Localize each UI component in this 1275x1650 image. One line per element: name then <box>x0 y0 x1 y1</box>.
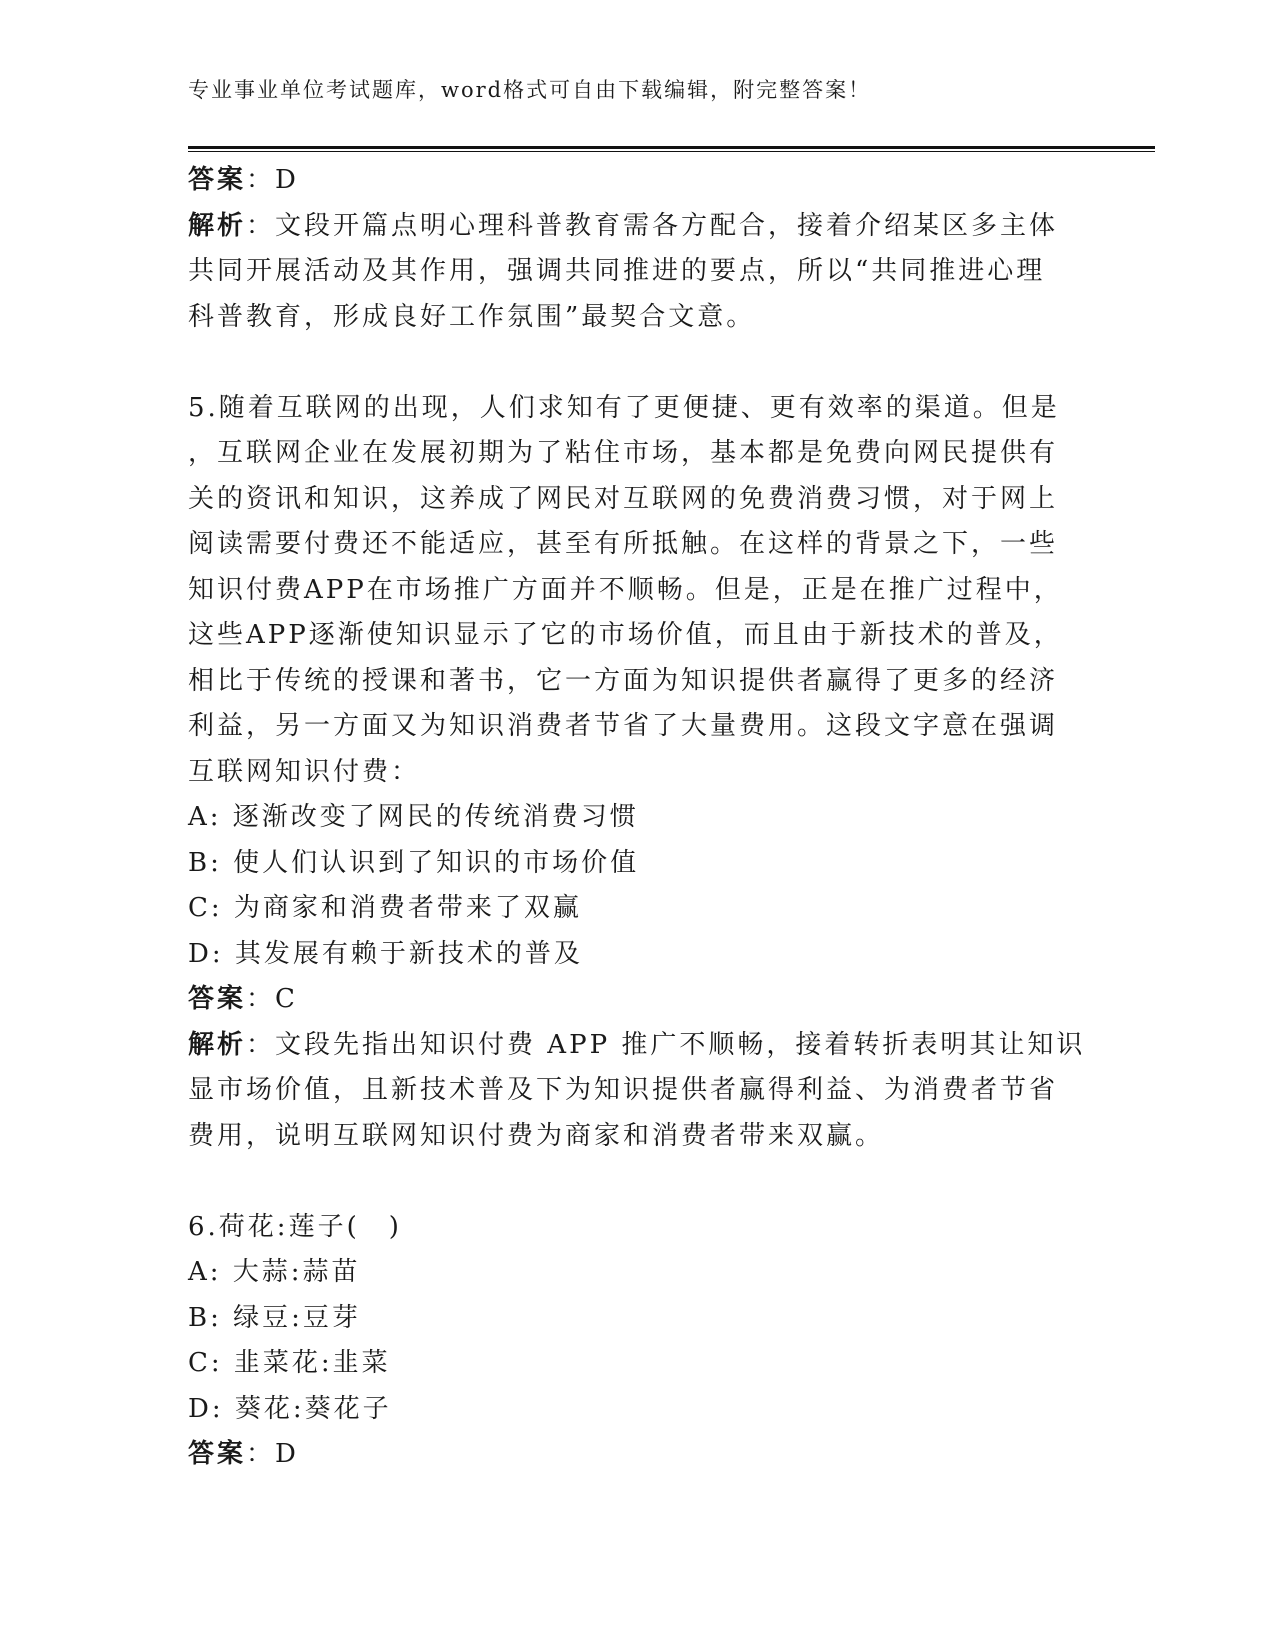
analysis-text: 显市场价值，且新技术普及下为知识提供者赢得利益、为消费者节省 <box>188 1075 1059 1105</box>
option-a: A: 逐渐改变了网民的传统消费习惯 <box>188 802 639 832</box>
answer-separator: ： <box>246 165 276 195</box>
analysis-line <box>188 1023 1088 1069</box>
option-d: D: 其发展有赖于新技术的普及 <box>188 938 583 969</box>
option-c: C: 韭菜花:韭菜 <box>188 1348 391 1378</box>
analysis-text: 共同开展活动及其作用，强调共同推进的要点，所以“共同推进心理 <box>188 256 1046 286</box>
analysis-separator: ： <box>246 210 276 241</box>
option-b: B: 绿豆:豆芽 <box>188 1302 361 1333</box>
option-d: D: 葵花:葵花子 <box>188 1393 392 1424</box>
analysis-text: 科普教育，形成良好工作氛围”最契合文意。 <box>188 301 756 332</box>
answer-value: D <box>275 1439 299 1469</box>
answer-label: 答案 <box>188 1439 247 1469</box>
answer-line <box>188 1432 1088 1478</box>
question-stem: ，互联网企业在发展初期为了粘住市场，基本都是免费向网民提供有 <box>188 438 1059 468</box>
question-stem: 利益，另一方面又为知识消费者节省了大量费用。这段文字意在强调 <box>188 711 1059 741</box>
option-b: B: 使人们认识到了知识的市场价值 <box>188 847 640 878</box>
answer-label: 答案 <box>188 984 247 1014</box>
question-stem: 关的资讯和知识，这养成了网民对互联网的免费消费习惯，对于网上 <box>188 483 1059 514</box>
analysis-label: 解析 <box>188 210 247 241</box>
option-c: C: 为商家和消费者带来了双赢 <box>188 893 582 923</box>
page-header: 专业事业单位考试题库，word格式可自由下载编辑，附完整答案！ <box>188 78 872 102</box>
question-stem: 互联网知识付费： <box>188 756 421 787</box>
analysis-line <box>188 204 1088 250</box>
document-body <box>188 158 1088 1478</box>
option-a: A: 大蒜:蒜苗 <box>188 1257 361 1287</box>
answer-separator: ： <box>246 984 276 1014</box>
answer-line <box>188 158 1088 204</box>
answer-value: D <box>275 165 299 195</box>
question-stem: 相比于传统的授课和著书，它一方面为知识提供者赢得了更多的经济 <box>188 665 1059 696</box>
answer-label: 答案 <box>188 165 247 195</box>
question-stem: 这些APP逐渐使知识显示了它的市场价值，而且由于新技术的普及， <box>188 620 1063 650</box>
answer-separator: ： <box>246 1439 276 1469</box>
analysis-label: 解析 <box>188 1029 247 1060</box>
answer-value: C <box>275 984 298 1014</box>
analysis-text: 文段先指出知识付费 APP 推广不顺畅，接着转折表明其让知识 <box>275 1029 1086 1060</box>
question-stem: 6.荷花:莲子( ) <box>188 1211 402 1242</box>
answer-line <box>188 977 1088 1023</box>
analysis-separator: ： <box>246 1029 276 1060</box>
question-stem: 阅读需要付费还不能适应，甚至有所抵触。在这样的背景之下，一些 <box>188 529 1059 559</box>
analysis-text: 文段开篇点明心理科普教育需各方配合，接着介绍某区多主体 <box>275 210 1059 241</box>
analysis-text: 费用，说明互联网知识付费为商家和消费者带来双赢。 <box>188 1120 885 1151</box>
header-rule <box>188 146 1155 152</box>
question-stem: 知识付费APP在市场推广方面并不顺畅。但是，正是在推广过程中， <box>188 574 1063 605</box>
question-stem: 5.随着互联网的出现，人们求知有了更便捷、更有效率的渠道。但是 <box>188 392 1060 423</box>
